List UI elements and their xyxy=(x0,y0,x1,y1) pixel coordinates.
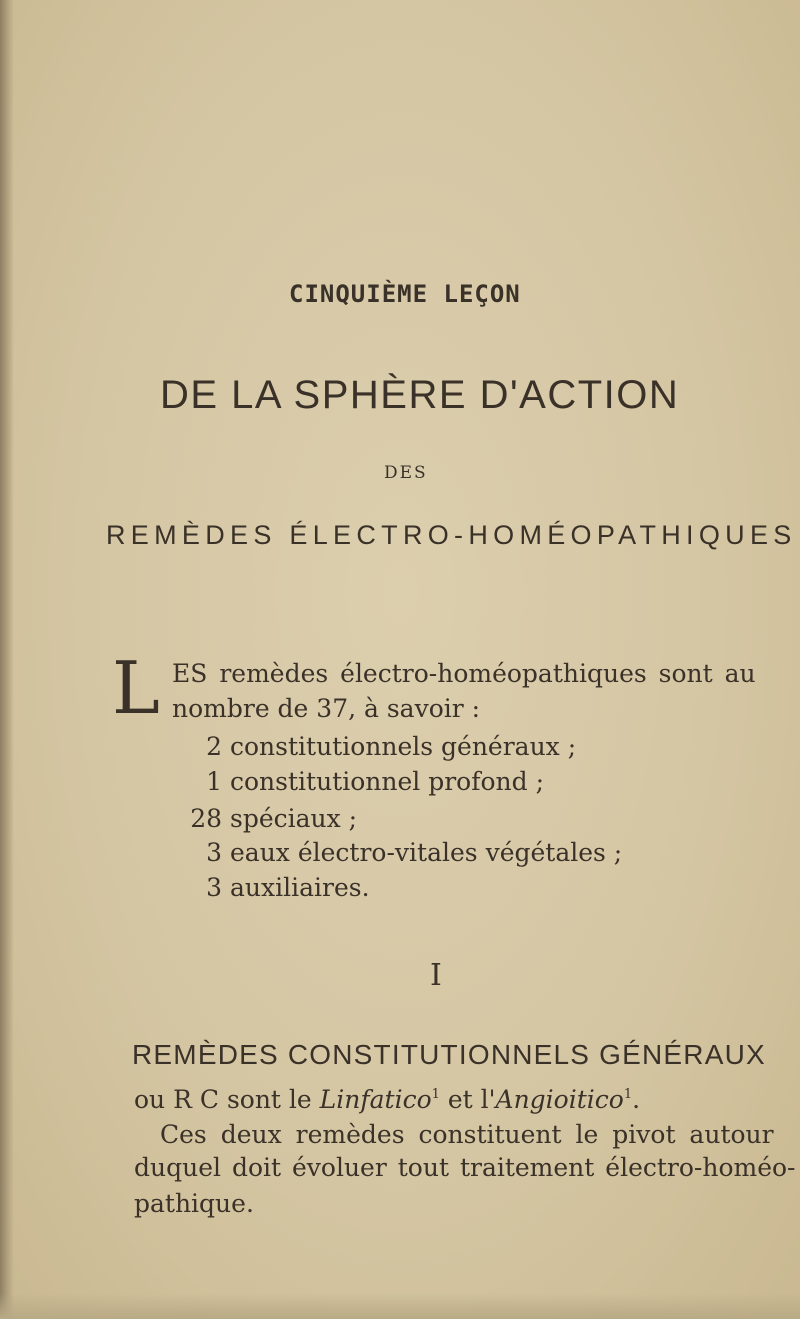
list-item-count: 2 xyxy=(206,732,222,761)
line-suffix: . xyxy=(632,1085,641,1114)
list-item-count: 1 xyxy=(206,767,222,796)
chapter-title: DE LA SPHÈRE D'ACTION xyxy=(160,373,680,417)
list-item-text: constitutionnel profond ; xyxy=(230,767,544,796)
list-item xyxy=(180,729,576,764)
line-mid: et l' xyxy=(439,1085,496,1114)
intro-line-2: nombre de 37, à savoir : xyxy=(172,694,481,723)
list-item-count: 3 xyxy=(206,873,222,902)
section-line-2: Ces deux remèdes constituent le pivot autour xyxy=(160,1120,774,1149)
list-item xyxy=(180,835,622,870)
list-item-text: spéciaux ; xyxy=(230,804,358,833)
footnote-mark: 1 xyxy=(623,1087,633,1102)
line-prefix: ou R C sont le xyxy=(134,1085,320,1114)
list-item xyxy=(180,801,357,836)
list-item-text: constitutionnels généraux ; xyxy=(230,732,577,761)
section-line-4: pathique. xyxy=(134,1189,254,1218)
list-item-text: eaux électro-vitales végétales ; xyxy=(230,838,623,867)
list-item-count: 28 xyxy=(190,804,222,833)
section-heading: REMÈDES CONSTITUTIONNELS GÉNÉRAUX xyxy=(132,1039,766,1070)
list-item xyxy=(180,870,370,905)
title-connector: DES xyxy=(384,463,428,483)
list-item-text: auxiliaires. xyxy=(230,873,370,902)
section-number: I xyxy=(430,958,442,993)
drop-cap: L xyxy=(112,646,160,730)
chapter-subtitle: REMÈDES ÉLECTRO-HOMÉOPATHIQUES xyxy=(106,520,797,550)
section-line-1 xyxy=(134,1077,640,1117)
term-linfatico: Linfatico xyxy=(319,1085,432,1114)
section-line-3: duquel doit évoluer tout traitement électro-homéo- xyxy=(134,1153,796,1182)
lesson-number-heading: CINQUIÈME LEÇON xyxy=(289,280,521,308)
page-edge-shadow xyxy=(0,0,14,1319)
page-bottom-shadow xyxy=(0,1293,800,1319)
term-angioitico: Angioitico xyxy=(495,1085,624,1114)
list-item xyxy=(180,764,544,799)
intro-line-1: ES remèdes électro-homéopathiques sont au xyxy=(172,659,756,688)
footnote-mark: 1 xyxy=(431,1087,440,1102)
list-item-count: 3 xyxy=(206,838,222,867)
